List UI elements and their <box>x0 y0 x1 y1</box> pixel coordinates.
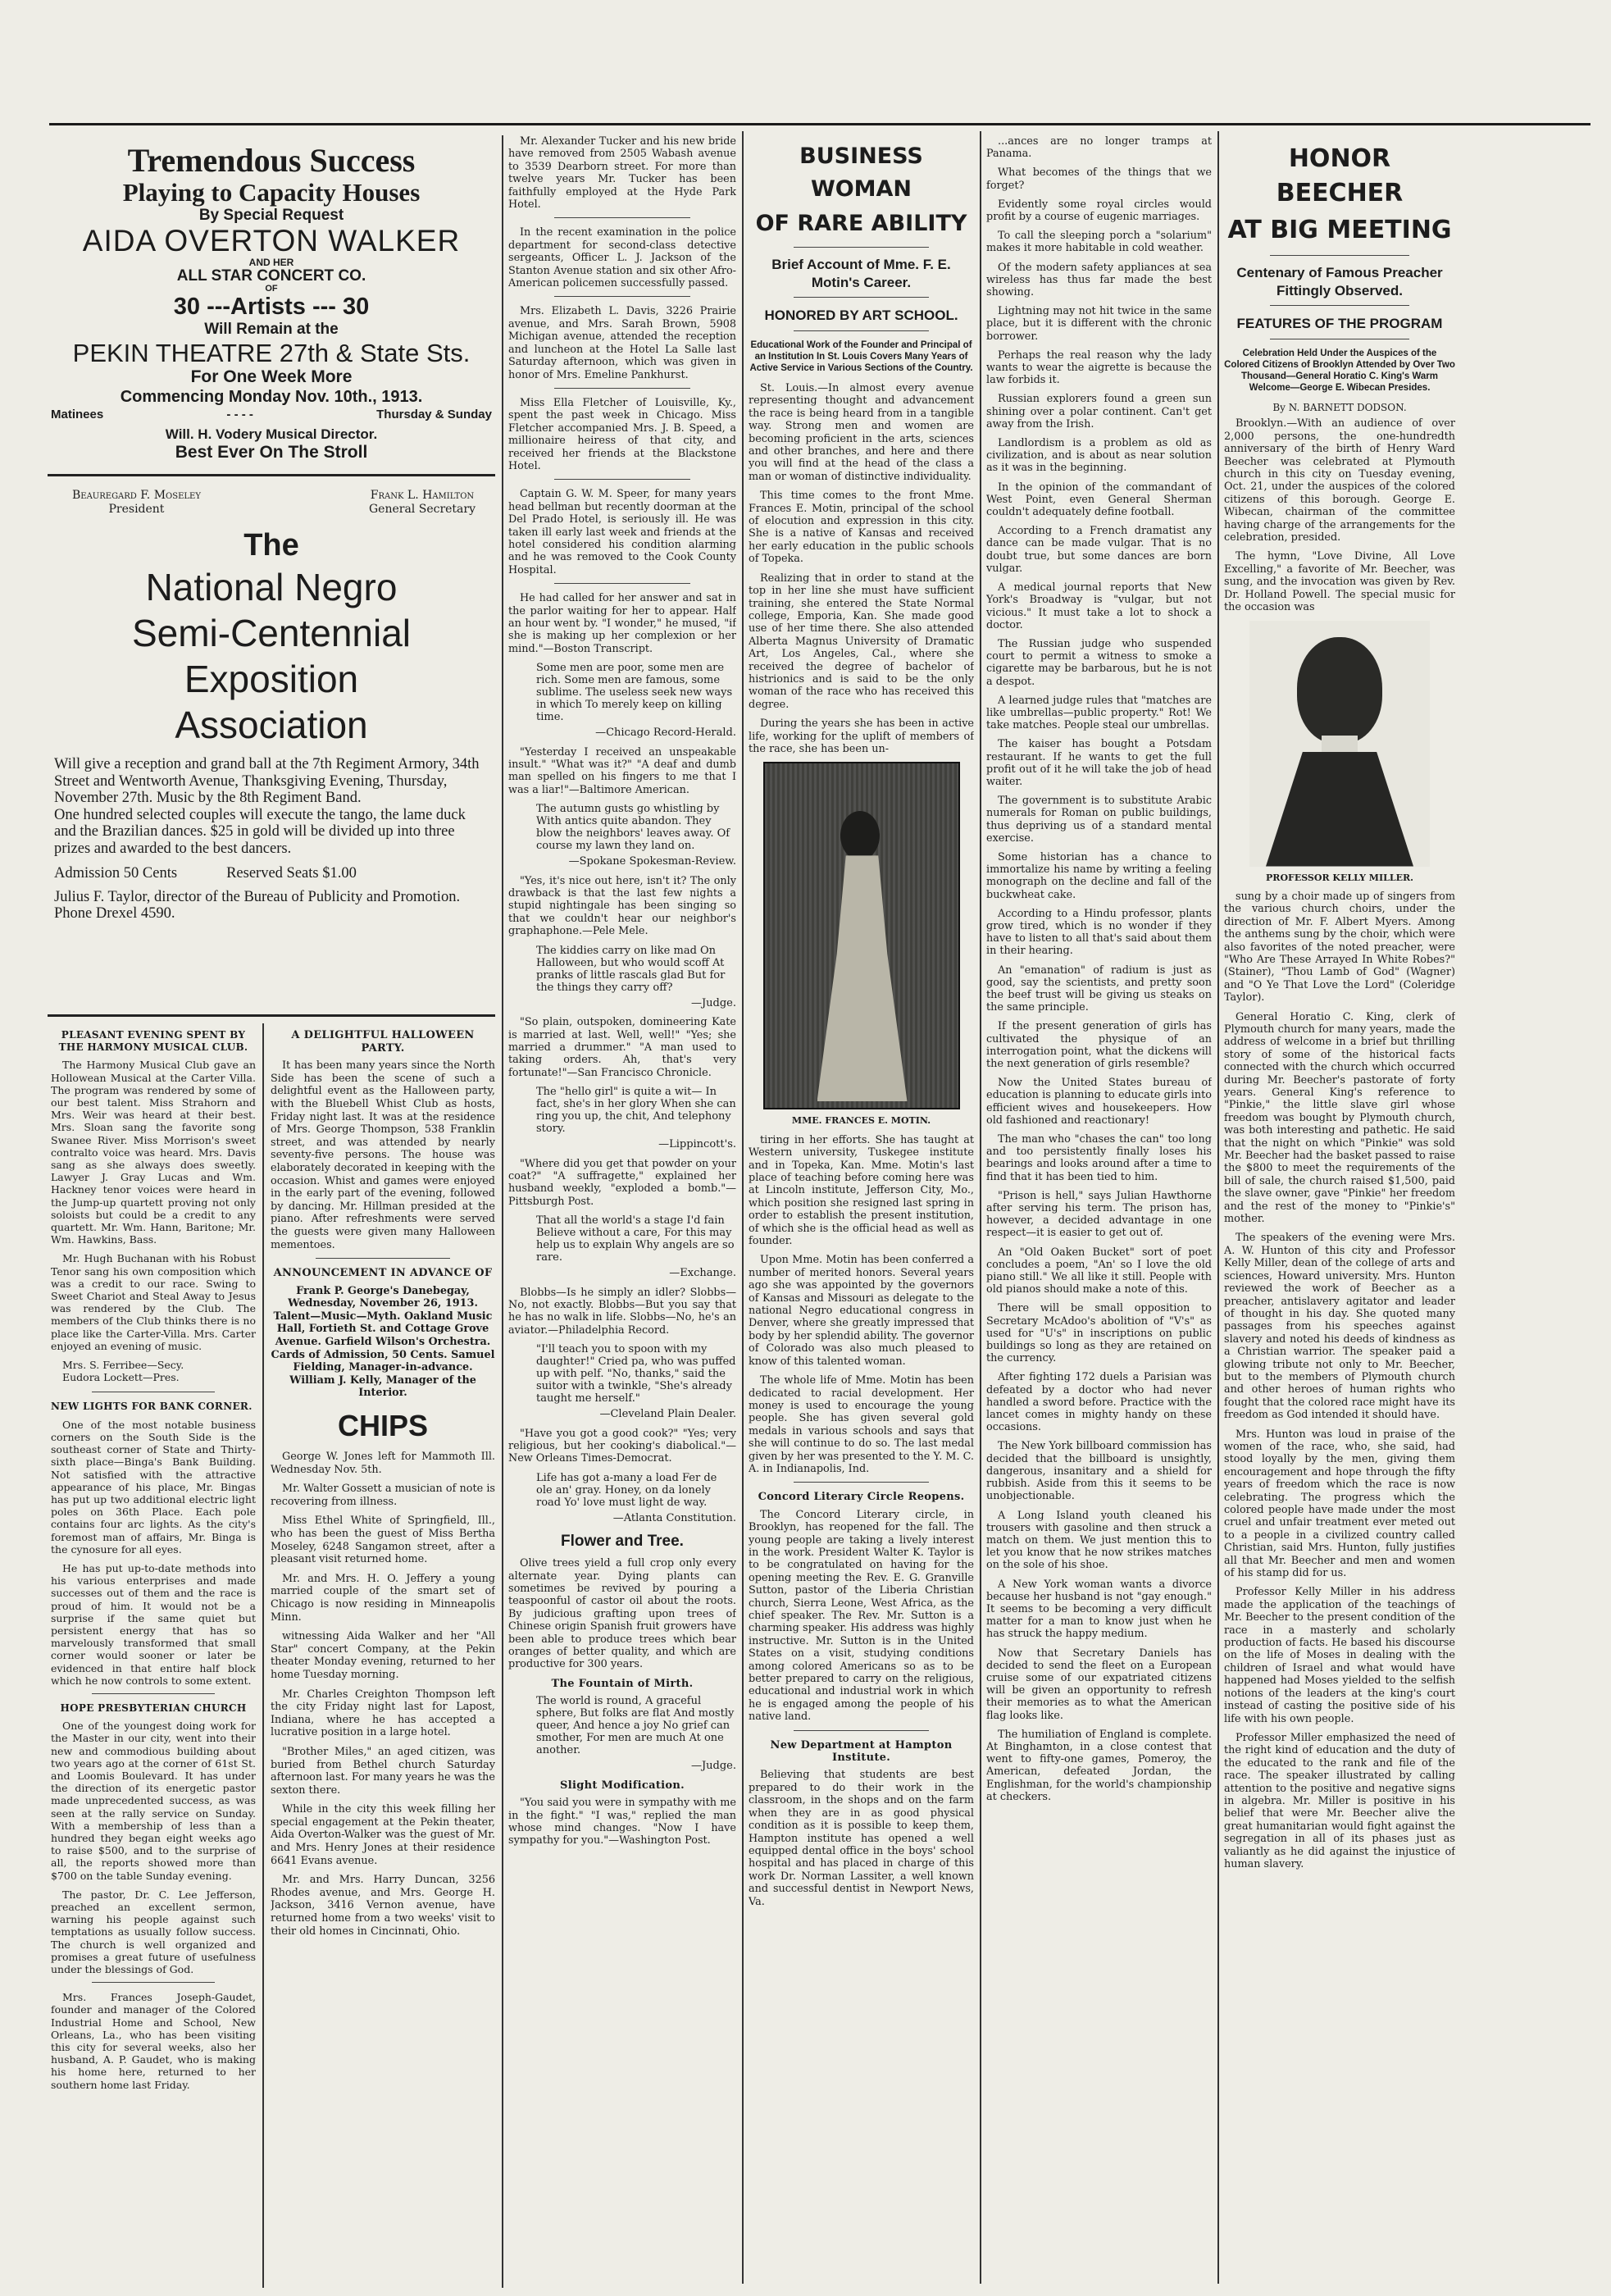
paragraph-item: The man who "chases the can" too long and too persistently finally loses his bearings and looks around after a time to find that it has been tied to him. <box>986 1133 1212 1183</box>
ad-stroll: Best Ever On The Stroll <box>175 443 368 462</box>
divider <box>92 1693 215 1694</box>
column-divider <box>1217 131 1219 2284</box>
verse: "I'll teach you to spoon with my daughter!" Cried pa, who was puffed up with pelf. "No, thanks," said the suitor with a twinkle, "She's already taught me herself." <box>536 1343 736 1405</box>
portrait-coat <box>1266 752 1413 867</box>
motin-caption: MME. FRANCES E. MOTIN. <box>791 1115 931 1127</box>
chips-item: Mr. and Mrs. H. O. Jeffery a young married couple of the smart set of Chicago is now residing in Minneapolis Minn. <box>271 1572 495 1624</box>
speer-item: Captain G. W. M. Speer, for many years head bellman but recently doorman at the Del Prado Hotel, is seriously ill. He was taken ill early last week and friends at the hotel considered his condition alarming and he was removed to the Cook County Hospital. <box>508 488 736 576</box>
paragraph-item: Now the United States bureau of education is planning to educate girls into efficient wives and housekeepers. How old fashioned and reactionary! <box>986 1077 1212 1127</box>
beecher-article: Brooklyn.—With an audience of over 2,000 persons, the one-hundredth anniversary of the birth of Henry Ward Beecher was celebrated at Plymouth church in this city on Tuesday evening, Oct. 21, under the auspices of the colored citizens of this borough. George E. Wibecan, chairman of the committee having charge of the arrangements for the celebration, presided. <box>1224 417 1455 544</box>
ad-and-her: AND HER <box>248 257 294 268</box>
expo-contact: Julius F. Taylor, director of the Bureau of Publicity and Promotion. Phone Drexel 4590. <box>54 888 461 922</box>
paragraph-item: Landlordism is a problem as old as civilization, and is about as near solution as it was in the beginning. <box>986 437 1212 475</box>
chips-item: Miss Ethel White of Springfield, Ill., who has been the guest of Miss Bertha Moseley, 6248 Sangamon street, after a pleasant visit returned home. <box>271 1515 495 1566</box>
harmony-headline: PLEASANT EVENING SPENT BY THE HARMONY MUSICAL CLUB. <box>58 1029 248 1054</box>
column-4 <box>749 135 974 2288</box>
verse-credit: —Exchange. <box>669 1267 736 1280</box>
verse-credit: —Atlanta Constitution. <box>612 1511 736 1524</box>
divider <box>316 1258 450 1259</box>
paragraph-item: To call the sleeping porch a "solarium" makes it more habitable in cold weather. <box>986 230 1212 255</box>
paragraph-item: Some historian has a chance to immortalize his name by writing a feeling monograph on the decline and fall of the buckwheat cake. <box>986 850 1212 901</box>
harmony-article-2: Mr. Hugh Buchanan with his Robust Tenor sang his own composition which was a credit to our race. Swing to Sweet Chariot and Steal Away to Jesus was rendered by the Club. The members of the Club thinks there is no place like the Carter-Villa. Mrs. Carter enjoyed an evening of music. <box>51 1252 256 1352</box>
paragraph-item: Evidently some royal circles would profit by a course of eugenic marriages. <box>986 198 1212 224</box>
motin-article: tiring in her efforts. She has taught at Western university, Tuskegee institute and in Topeka, Kan. Mme. Motin's last place of teaching before coming here was at Lincoln institute, Jefferson City, Mo., which position she resigned last spring in order to establish the present institution, of which she is the official head as well as founder. <box>749 1133 974 1248</box>
gaudet-article: Mrs. Frances Joseph-Gaudet, founder and manager of the Colored Industrial Home and School, New Orleans, La., who has been visiting this city for several weeks, also her husband, A. P. Gaudet, who is making his home here, returned to her southern home last Friday. <box>51 1991 256 2091</box>
expo-title-line4: Association <box>175 704 368 746</box>
officers-row <box>48 485 495 517</box>
flower-tree-headline: Flower and Tree. <box>561 1533 684 1551</box>
divider <box>554 388 691 389</box>
secretary-title: General Secretary <box>368 503 476 516</box>
flower-tree-article: Olive trees yield a full crop only every alternate year. Dying plants can sometimes be revived by pouring a teaspoonful of castor oil about the roots. By judicious grafting upon trees of Chinese origin Spanish fruit growers have been able to produce trees which bear oranges of better quality, and which are productive for 300 years. <box>508 1557 736 1671</box>
humor-item: "So plain, outspoken, domineering Kate is married at last. Well, well!" "Yes; she married a drummer." "A man used to taking orders. Ah, that's very fortunate!"—San Francisco Chronicle. <box>508 1016 736 1079</box>
paragraph-item: Perhaps the real reason why the lady wants to wear the aigrette is because the law forbids it. <box>986 348 1212 387</box>
ad-headline: Tremendous Success <box>127 142 416 179</box>
top-rule <box>49 123 1591 125</box>
halloween-article: It has been many years since the North Side has been the scene of such a delightful event as the Halloween party, with the Bluebell Whist Club as hosts, Friday night last. It was at the residence of Mrs. George Thompson, 538 Franklin street, and was attended by nearly seventy-five persons. The house was elaborately decorated in keeping with the occasion. Whist and games were enjoyed in the early part of the evening, followed by dancing. Mr. Hillman presided at the piano. After refreshments were served the guests were given many Halloween mementoes. <box>271 1059 495 1251</box>
ad-of: OF <box>265 284 278 294</box>
paragraph-item: Of the modern safety appliances at sea wireless has thus far made the best showing. <box>986 261 1212 299</box>
ad-remain: Will Remain at the <box>204 321 339 338</box>
divider <box>554 479 691 480</box>
beecher-headline-2: AT BIG MEETING <box>1227 216 1452 244</box>
verse: The autumn gusts go whistling by With antics quite abandon. They blow the neighbors' leaves away. Of course my lawn they land on. <box>536 803 730 853</box>
beecher-article: General Horatio C. King, clerk of Plymouth church for many years, made the address of welcome in a brief but thrilling story of some of the historical facts connected with the church which occurred during Mr. Beecher's pastorate of forty years. General King's reference to "Pinkie," the little slave girl whose freedom was bought by Plymouth church, was both interesting and pathetic. He said that the night on which "Pinkie" was sold Mr. Beecher had the basket passed to raise the $800 to meet the requirements of the bill of sale, the church raised $1,500, paid the slave owner, gave "Pinkie" her freedom and the rest of the money to "Pinkie's" mother. <box>1224 1010 1455 1226</box>
ad-dashes: - - - - <box>226 408 253 421</box>
beecher-headline-1: HONOR BEECHER <box>1276 144 1404 207</box>
paragraph-item: A New York woman wants a divorce because her husband is not "gay enough." It seems to be becoming a very difficult matter for a man to know just when he has struck the happy medium. <box>986 1578 1212 1641</box>
verse-credit: —Spokane Spokesman-Review. <box>568 855 736 868</box>
ad-date: Commencing Monday Nov. 10th., 1913. <box>120 388 423 406</box>
beecher-article: The speakers of the evening were Mrs. A. W. Hunton of this city and Professor Kelly Miller, dean of the college of arts and sciences, Howard university. Mrs. Hunton reviewed the work of Beecher as a preacher, antislavery agitator and leader of thought in his day. She quoted many passages from his speeches against slavery and noted his deeds of kindness as a Christian warrior. The speaker paid a glowing tribute not only to Mr. Beecher, but to the members of Plymouth church and other heroes of human rights who fought that the colored race might have its freedom as God intended it should have. <box>1224 1232 1455 1422</box>
expo-title-the: The <box>243 528 299 563</box>
paragraph-item: The humiliation of England is complete. At Binghamton, in a close contest that went to fifty-one games, Pomeroy, the American, defeated Jordan, the Englishman, for the world's championship at checkers. <box>986 1728 1212 1803</box>
binga-headline: NEW LIGHTS FOR BANK CORNER. <box>51 1401 253 1413</box>
beecher-article: Professor Miller emphasized the need of the right kind of education and the duty of the educated to the rank and file of the race. The speaker illustrated by calling attention to the positive and negative signs in algebra. Mr. Miller is positive in his belief that were Mr. Beecher alive the great humanitarian would fight against the segregation in all of its phases just as valiantly as he did against the injustice of human slavery. <box>1224 1731 1455 1870</box>
column-3 <box>508 135 736 2288</box>
binga-article: One of the most notable business corners on the South Side is the southeast corner of State and Thirty-sixth place—Binga's Bank Building. Not satisfied with the attractive appearance of his place, Mr. Bingas has put up two additional electric light poles on 36th Place. Each pole contains four arc lights. As the city's foremost man of affairs, Mr. Binga is the cynosure for all eyes. <box>51 1418 256 1556</box>
divider <box>794 247 929 248</box>
verse-credit: —Judge. <box>690 996 736 1009</box>
beecher-deck: Celebration Held Under the Auspices of the Colored Citizens of Brooklyn Attended by Over Two Thousand—General Horatio C. King's Warm Welcome—George E. Wibecan Presides. <box>1224 348 1455 393</box>
divider <box>554 217 691 218</box>
harmony-article: The Harmony Musical Club gave an Hollowean Musical at the Carter Villa. The program was rendered by some of our best talent. Miss Strahorn and Mrs. Weir was heard at their best. Mrs. Sloan sang the favorite song Swanee River. Miss Morrison's sweet contralto voice was heard. Mrs. Davis sang as she always does sweetly. Lawyer J. Gray Lucas and Wm. Hackney tenor voices were heard in the Jump-up quartett proving not only soloists but could be a credit to any quartett. Mr. Wm. Hann, Baritone; Mr. Wm. Hawkins, Bass. <box>51 1059 256 1246</box>
motin-article: Upon Mme. Motin has been conferred a number of merited honors. Several years ago she was appointed by the governors of Kansas and Missouri as delegate to the national Negro educational congress in Denver, where she greatly impressed that body by her splendid ability. The governor of Colorado was also much pleased to know of this talented woman. <box>749 1254 974 1368</box>
ad-matinees-row <box>48 407 495 423</box>
divider <box>794 1730 929 1731</box>
announcement-headline: ANNOUNCEMENT IN ADVANCE OF <box>273 1267 493 1280</box>
paragraph-item: What becomes of the things that we forget? <box>986 166 1212 192</box>
verse: The world is round, A graceful sphere, But folks are flat And mostly queer, And hence a joy No grief can smother, For men are much At one another. <box>536 1695 735 1757</box>
divider <box>794 297 929 298</box>
police-item: In the recent examination in the police department for second-class detective sergeants, Officer L. J. Jackson of the Stanton Avenue station and six other Afro-American policemen successfully passed. <box>508 226 736 290</box>
ad-subheadline: Playing to Capacity Houses <box>122 178 421 207</box>
art-school-subhead: HONORED BY ART SCHOOL. <box>764 308 958 323</box>
divider <box>794 330 929 331</box>
beecher-article: Professor Kelly Miller in his address made the application of the teachings of Mr. Beecher to the present condition of the race in a masterly and scholarly production of facts. He based his discourse on the life of Moses in dealing with the children of Israel and what would have happened had Moses yielded to the selfish notions of the leaders at the king's court instead of casting the positive side of his life with his own people. <box>1224 1586 1455 1725</box>
expo-prices <box>54 865 489 882</box>
paragraph-item: Now that Secretary Daniels has decided to send the fleet on a European cruise some of our expatriated citizens will be given an opportunity to refresh their memories as to what the American flag looks like. <box>986 1647 1212 1722</box>
paragraph-item: In the opinion of the commandant of West Point, even General Sherman couldn't adequately define football. <box>986 481 1212 519</box>
harmony-signature-president: Eudora Lockett—Pres. <box>62 1371 180 1384</box>
halloween-headline: A DELIGHTFUL HALLOWEEN PARTY. <box>291 1029 475 1055</box>
verse-credit: —Chicago Record-Herald. <box>595 727 736 740</box>
paragraph-item: According to a French dramatist any dance can be made vulgar. That is no doubt true, but some dances are born vulgar. <box>986 525 1212 575</box>
divider <box>554 296 691 297</box>
paragraph-item: A Long Island youth cleaned his trousers with gasoline and then struck a match on them. We just mention this to let you know that he now strikes matches on the sole of his shoe. <box>986 1509 1212 1572</box>
chips-item: George W. Jones left for Mammoth Ill. Wednesday Nov. 5th. <box>271 1451 495 1476</box>
hampton-headline: New Department at Hampton Institute. <box>770 1738 953 1765</box>
concord-article: The Concord Literary circle, in Brooklyn, has reopened for the fall. The young people are taking a lively interest in the work. President Walter K. Taylor is to be congratulated on having for the opening meeting the Rev. E. G. Granville Sutton, pastor of the Liberia Christian church, Sierra Leone, West Africa, as the chief speaker. The Rev. Mr. Sutton is a charming speaker. His address was highly instructive. Mr. Sutton is in the United States on a visit, studying conditions among colored Americans so as to be better prepared to carry on the religious, educational and industrial work in which he is engaged among the people of his native land. <box>749 1508 974 1724</box>
expo-title-line2: Semi-Centennial <box>131 612 412 654</box>
beecher-byline: By N. BARNETT DODSON. <box>1272 402 1407 413</box>
exposition-ad <box>48 485 495 1017</box>
president-title: President <box>108 503 165 516</box>
divider <box>1270 305 1408 306</box>
ad-matinees-label: Matinees <box>51 408 104 421</box>
expo-body-2: One hundred selected couples will execute the tango, the lame duck and the Brazilian dances. $25 in gold will be divided up into three prizes and awarded to the best dancers. <box>54 806 466 857</box>
paragraph-item: The kaiser has bought a Potsdam restaurant. If he wants to get the full profit out of it he will take the job of head waiter. <box>986 738 1212 788</box>
chips-headline: CHIPS <box>337 1409 429 1443</box>
beecher-article: sung by a choir made up of singers from the various church choirs, under the direction of Mr. F. Albert Myers. Among the anthems sung by the choir, which were also favorites of the noted preacher, were "Who Are These Arrayed In White Robes?" (Stainer), "Thou Lamb of God" (Wagner) and "O Ye That Love the Lord" (Coleridge Taylor). <box>1224 890 1455 1004</box>
harmony-signature-secretary: Mrs. S. Ferribee—Secy. <box>62 1359 184 1372</box>
verse: Life has got a-many a load Fer de ole an' gray. Honey, on da lonely road Yo' love must light de way. <box>536 1471 717 1509</box>
motin-article: St. Louis.—In almost every avenue representing thought and advancement the race is being heard from in a tangible way. Strong men and women are becoming proficient in the arts, sciences and other branches, and here and there you will find at the head of the class a man or woman of distinctive individuality. <box>749 382 974 483</box>
expo-title <box>48 526 495 748</box>
humor-item: "Have you got a good cook?" "Yes; very religious, but her cooking's diabolical."—New Orleans Times-Democrat. <box>508 1427 736 1465</box>
divider <box>1270 255 1408 256</box>
chips-item: "Brother Miles," an aged citizen, was buried from Bethel church Saturday afternoon last. For many years he was the sexton there. <box>271 1745 495 1797</box>
ad-request: By Special Request <box>198 207 344 224</box>
verse-credit: —Judge. <box>690 1760 736 1773</box>
paragraph-item: An "Old Oaken Bucket" sort of poet concludes a poem, "An' so I love the old piano still." We all like it still. People with old pianos should make a note of this. <box>986 1246 1212 1296</box>
davis-item: Mrs. Elizabeth L. Davis, 3226 Prairie avenue, and Mrs. Sarah Brown, 5908 Michigan avenue, attended the reception and luncheon at the Hotel La Salle last Saturday afternoon, which was given in honor of Mrs. Emeline Pankhurst. <box>508 305 736 381</box>
column-divider <box>980 131 981 2284</box>
paragraph-item: The Russian judge who suspended court to permit a witness to smoke a cigarette may be barbarous, but he is not a despot. <box>986 637 1212 688</box>
paragraph-item: Lightning may not hit twice in the same place, but it is different with the chronic borrower. <box>986 305 1212 343</box>
motin-subhead: Brief Account of Mme. F. E. Motin's Career. <box>771 257 951 290</box>
reserved-price: Reserved Seats $1.00 <box>226 865 357 882</box>
verse-credit: —Lippincott's. <box>658 1138 736 1151</box>
motin-article: This time comes to the front Mme. Frances E. Motin, principal of the school of elocution and expression in this city. She is a native of Kansas and received her early education in the public schools of Topeka. <box>749 490 974 566</box>
expo-title-line1: National Negro <box>145 566 398 608</box>
verse-credit: —Cleveland Plain Dealer. <box>599 1408 736 1421</box>
paragraph-item: A medical journal reports that New York's Broadway is "vulgar, but not vicious." It must take a lot to shock a doctor. <box>986 581 1212 631</box>
admission-price: Admission 50 Cents <box>54 865 178 882</box>
verse: The "hello girl" is quite a wit— In fact, she's in her glory When she can ring you up, the chit, And telephony story. <box>536 1086 736 1136</box>
chips-item: Mr. and Mrs. Harry Duncan, 3256 Rhodes avenue, and Mrs. George H. Jackson, 3416 Vernon avenue, have returned home from a two weeks' visit to their old homes in Cincinnati, Ohio. <box>271 1874 495 1938</box>
ad-star-name: AIDA OVERTON WALKER <box>82 224 461 257</box>
ad-week: For One Week More <box>190 367 353 386</box>
column-divider <box>262 1023 264 2288</box>
beecher-subhead: Centenary of Famous Preacher Fittingly Observed. <box>1236 265 1443 298</box>
expo-title-line3: Exposition <box>184 658 359 700</box>
ad-company: ALL STAR CONCERT CO. <box>176 267 366 285</box>
paragraph-item: ...ances are no longer tramps at Panama. <box>986 135 1212 161</box>
motin-portrait <box>763 762 960 1109</box>
fletcher-item: Miss Ella Fletcher of Louisville, Ky., spent the past week in Chicago. Miss Fletcher accompanied Mrs. J. B. Speed, a millionaire heiress of that city, and received her friends at the Blackstone Hotel. <box>508 396 736 472</box>
column-5 <box>986 135 1212 2288</box>
paragraph-item: "Prison is hell," says Julian Hawthorne after serving his term. The prison has, however, a decided advantage in one respect—it is easier to get out of. <box>986 1189 1212 1240</box>
ad-matinee-days: Thursday & Sunday <box>376 408 492 421</box>
hope-church-headline: HOPE PRESBYTERIAN CHURCH <box>60 1702 247 1714</box>
humor-item: He had called for her answer and sat in the parlor waiting for her to appear. Half an hour went by. "I wonder," he mused, "if she is making up her complexion or her mind."—Boston Transcript. <box>508 592 736 655</box>
motin-article: During the years she has been in active life, working for the uplift of members of the race, she has been un- <box>749 718 974 755</box>
column-6 <box>1224 135 1455 2288</box>
announcement-body: Frank P. George's Danebegay, Wednesday, November 26, 1913. Talent—Music—Myth. Oakland Music Hall, Fortieth St. and Cottage Grove Avenue. Garfield Wilson's Orchestra. Cards of Admission, 50 Cents. Samuel Fielding, Manager-in-advance. William J. Kelly, Manager of the Interior. <box>271 1284 495 1400</box>
column-divider <box>742 131 744 2284</box>
hope-church-article-2: The pastor, Dr. C. Lee Jefferson, preached an excellent sermon, warning his people against such temptations as usually follow success. The church is well organized and promises a great future of usefulness under the blessings of God. <box>51 1888 256 1976</box>
slight-article: "You said you were in sympathy with me in the fight." "I was," replied the man whose mind changes. "Now I have sympathy for you."—Washington Post. <box>508 1797 736 1847</box>
paragraph-item: An "emanation" of radium is just as good, say the scientists, and pretty soon the beef trust will be giving us steaks on the same principle. <box>986 963 1212 1014</box>
pekin-theatre-ad <box>48 138 495 476</box>
hampton-article: Believing that students are best prepared to do their work in the classroom, in the shops and on the farm when they are in as good physical condition as it is possible to keep them, Hampton institute has opened a well equipped dental office in the boys' school hospital and has placed in charge of this work Dr. Norman Lassiter, a well known and successful dentist in Newport News, Va. <box>749 1769 974 1908</box>
ad-theatre: PEKIN THEATRE 27th & State Sts. <box>72 339 471 367</box>
divider <box>92 1982 215 1983</box>
ad-artists: 30 ---Artists --- 30 <box>173 294 370 320</box>
chips-item: witnessing Aida Walker and her "All Star" concert Company, at the Pekin theater Monday evening, returned to her home Tuesday morning. <box>271 1630 495 1681</box>
paragraph-item: The government is to substitute Arabic numerals for Roman on public buildings, thus depriving us of a standard mental exercise. <box>986 795 1212 845</box>
verse: The kiddies carry on like mad On Halloween, but who would scoff At pranks of little rascals glad But for the things they carry off? <box>536 944 726 994</box>
verse: Some men are poor, some men are rich. Some men are famous, some sublime. The useless seek new ways in which To merely keep on killing time. <box>536 662 733 724</box>
humor-item: Blobbs—Is he simply an idler? Slobbs—No, not exactly. Blobbs—But you say that he has no walk in life. Slobbs—No, he's an aviator.—Philadelphia Record. <box>508 1286 736 1337</box>
divider <box>554 583 691 584</box>
program-subhead: FEATURES OF THE PROGRAM <box>1236 316 1443 331</box>
beecher-article: The hymn, "Love Divine, All Love Excelling," a favorite of Mr. Beecher, was sung, and the invocation was given by Rev. Dr. Holland Powell. The special music for the occasion was <box>1224 550 1455 614</box>
chips-item: Mr. Walter Gossett a musician of note is recovering from illness. <box>271 1483 495 1508</box>
chips-item: While in the city this week filling her special engagement at the Pekin theater, Aida Overton-Walker was the guest of Mr. and Mrs. Henry Jones at their residence 6641 Evans avenue. <box>271 1803 495 1867</box>
hope-church-article: One of the youngest doing work for the Master in our city, went into their new and commodious building about two years ago at the corner of 61st St. and Loomis Boulevard. It has under the direction of its energetic pastor made unprecedented success, as was seen at the rally service on Sunday. With a membership of less than a hundred they began eight weeks ago to raise $500, and to the surprise of all, the reports showed more than $700 on the table Sunday evening. <box>51 1720 256 1882</box>
humor-item: "Yes, it's nice out here, isn't it? The only drawback is that the last few nights a stupid nightingale has been singing so that we couldn't hear our neighbor's graphaphone.—Pele Mele. <box>508 874 736 938</box>
column-divider <box>502 135 503 2288</box>
paragraph-item: A learned judge rules that "matches are like umbrellas—public property." Rot! We take matches. People steal our umbrellas. <box>986 694 1212 732</box>
secretary-name: Frank L. Hamilton <box>370 489 475 502</box>
tucker-item: Mr. Alexander Tucker and his new bride have removed from 2505 Wabash avenue to 3539 Dearborn street. For more than twelve years Mr. Tucker has been faithfully employed at the Hyde Park Hotel. <box>508 135 736 212</box>
concord-headline: Concord Literary Circle Reopens. <box>758 1491 965 1504</box>
expo-body-1: Will give a reception and grand ball at the 7th Regiment Armory, 34th Street and Wentworth Avenue, Thanksgiving Evening, Thursday, November 27th. Music by the 8th Regiment Band. <box>54 756 480 806</box>
motin-article: Realizing that in order to stand at the top in her line she must have sufficient training, she entered the State Normal college, Emporia, Kan. She made good use of her time there. She also attended Alberta Magnus University of Dramatic Art, Los Angeles, Cal., where she received the degree of bachelor of histrionics and is said to be the only woman of the race who has received this degree. <box>749 572 974 711</box>
paragraph-item: Russian explorers found a green sun shining over a polar continent. Can't get away from the Irish. <box>986 393 1212 430</box>
paragraph-item: According to a Hindu professor, plants grow tired, which is no wonder if they have to listen to all that's said about them in their hearing. <box>986 907 1212 958</box>
portrait-head <box>840 811 880 860</box>
portrait-head <box>1297 637 1382 744</box>
binga-article-2: He has put up-to-date methods into his various enterprises and made successes out of them and the race is proud of him. It would not be a surprise if the same quiet but persistent energy that has so marvelously transformed that small corner would sooner or later be evidenced in that entire half block which he now controls to some extent. <box>51 1561 256 1687</box>
paragraph-item: If the present generation of girls has cultivated the physique of an interrogation point, what the dickens will the next generation of girls resemble? <box>986 1020 1212 1070</box>
ad-director: Will. H. Vodery Musical Director. <box>165 426 378 442</box>
paragraph-item: After fighting 172 duels a Parisian was defeated by a doctor who had never handled a sword before. Practice with the lancet comes in mighty handy on these occasions. <box>986 1371 1212 1434</box>
motin-headline-1: BUSINESS WOMAN <box>799 144 923 202</box>
beecher-article: Mrs. Hunton was loud in praise of the women of the race, who, she said, had stood loyally by the men, giving them encouragement and hope through the fifty years of freedom which the race is now celebrating. The progress which the colored people have made under the most cruel and unfair treatment ever meted out to a people in a civilized country called Christian, said Mrs. Hunton, fully justifies all that Mr. Beecher and men and women of his stamp did for us. <box>1224 1428 1455 1580</box>
miller-portrait <box>1249 621 1430 867</box>
column-1 <box>51 1029 256 2288</box>
motin-headline-2: OF RARE ABILITY <box>755 211 967 236</box>
humor-item: "Yesterday I received an unspeakable insult." "What was it?" "A deaf and dumb man spelled on his fingers to me that I was a liar!"—Baltimore American. <box>508 745 736 796</box>
chips-item: Mr. Charles Creighton Thompson left the city Friday night last for Lapost, Indiana, where he has accepted a lucrative position in a large hotel. <box>271 1688 495 1739</box>
motin-article: The whole life of Mme. Motin has been dedicated to racial development. Her money is used to encourage the young people. She has given several gold medals in various schools and says that she will continue to do so. The last medal given by her was presented to the Y. M. C. A. in Indianapolis, Ind. <box>749 1374 974 1475</box>
divider <box>794 1482 929 1483</box>
column-2 <box>271 1029 495 2288</box>
motin-deck: Educational Work of the Founder and Principal of an Institution In St. Louis Covers Many Years of Active Service in Various Sections of the Country. <box>749 340 973 373</box>
miller-caption: PROFESSOR KELLY MILLER. <box>1266 872 1413 883</box>
president-name: Beauregard F. Moseley <box>72 489 201 502</box>
verse: That all the world's a stage I'd fain Believe without a care, For this may help us to explain Why angels are so rare. <box>536 1214 735 1264</box>
humor-item: "Where did you get that powder on your coat?" "A suffragette," explained her husband weekly, "exploded a bomb."—Pittsburgh Post. <box>508 1157 736 1208</box>
paragraph-item: There will be small opposition to Secretary McAdoo's abolition of "V's" as used for "U's" in inscriptions on public buildings so long as they are retained on the currency. <box>986 1302 1212 1365</box>
mirth-headline: The Fountain of Mirth. <box>551 1677 694 1690</box>
paragraph-item: The New York billboard commission has decided that the billboard is unsightly, dangerous, insanitary and a shield for rubbish. Aside from this it seems to be unobjectionable. <box>986 1440 1212 1503</box>
slight-headline: Slight Modification. <box>560 1779 685 1792</box>
